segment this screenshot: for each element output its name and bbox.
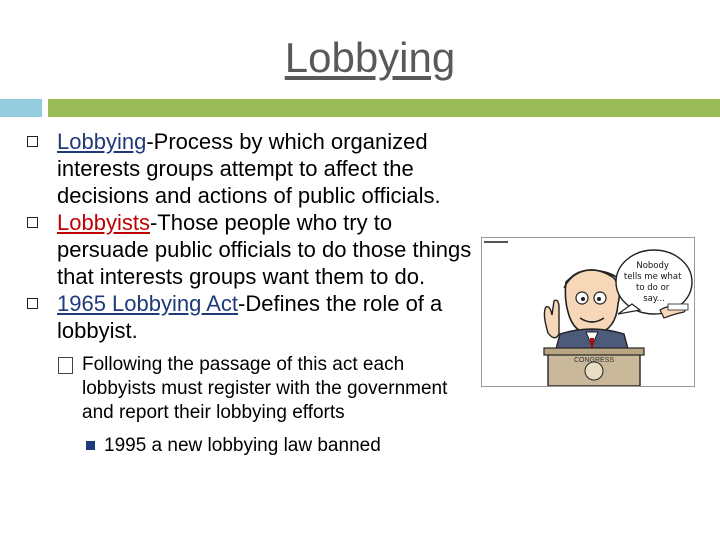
sub-bullet bbox=[0, 353, 480, 425]
cartoon-illustration bbox=[482, 238, 694, 386]
speech-line: to do or bbox=[636, 283, 670, 293]
filled-square-bullet-icon bbox=[86, 441, 95, 450]
term-lobbying-act: 1965 Lobbying Act bbox=[57, 291, 239, 316]
sub-sub-bullet-text: 1995 a new lobbying law banned bbox=[104, 435, 381, 456]
bullet-square-icon bbox=[27, 136, 38, 147]
bullet-lobbying-act bbox=[0, 290, 480, 344]
slide-title: Lobbying bbox=[284, 34, 456, 81]
term-lobbyists: Lobbyists bbox=[57, 210, 150, 235]
politician-head-icon bbox=[564, 270, 619, 334]
accent-bar-teal bbox=[0, 99, 42, 117]
sub-sub-bullet bbox=[0, 434, 480, 458]
raised-hand-icon bbox=[544, 300, 559, 338]
speech-line: say... bbox=[643, 294, 665, 304]
definition-lobbying-act: -Defines the role of a lobbyist. bbox=[57, 291, 443, 343]
term-lobbying: Lobbying bbox=[57, 129, 147, 154]
definition-lobbying: -Process by which organized interests groups attempt to affect the decisions and actions of public officials. bbox=[57, 129, 441, 208]
speech-line: Nobody bbox=[636, 261, 669, 271]
accent-bar-green bbox=[48, 99, 720, 117]
definition-lobbyists: -Those people who try to persuade public officials to do those things that interests groups want them to do. bbox=[57, 210, 472, 289]
bullet-lobbyists bbox=[0, 209, 480, 290]
bullet-list bbox=[0, 128, 480, 458]
podium-icon bbox=[544, 348, 644, 386]
sub-bullet-text: Following the passage of this act each lobbyists must register with the government and report their lobbying efforts bbox=[82, 354, 448, 423]
sub-bullet-box-icon bbox=[58, 357, 73, 374]
bullet-lobbying bbox=[0, 128, 480, 209]
speech-line: tells me what bbox=[623, 272, 682, 282]
bullet-square-icon bbox=[27, 298, 38, 309]
lobbyist-cartoon bbox=[481, 237, 695, 387]
bullet-square-icon bbox=[27, 217, 38, 228]
podium-label: CONGRESS bbox=[573, 357, 615, 364]
